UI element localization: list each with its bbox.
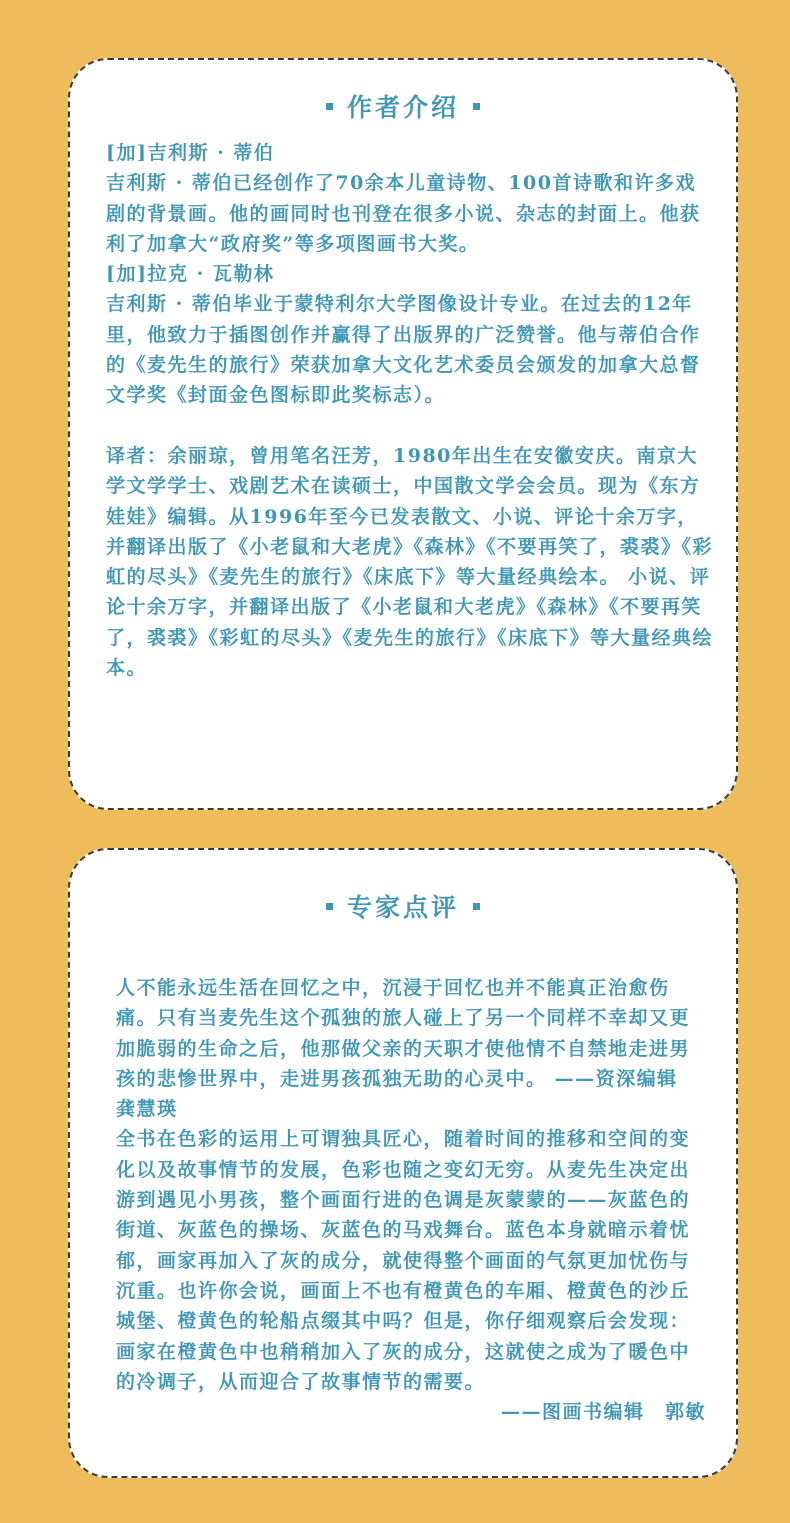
review-paragraph-1: 人不能永远生活在回忆之中，沉浸于回忆也并不能真正治愈伤痛。只有当麦先生这个孤独的旅人碰上了另一个同样不幸却又更加脆弱的生命之后，他那做父亲的天职才使他情不自禁地走进男孩的悲惨世界中，走进男孩孤独无助的心灵中。 ——资深编辑 龚慧瑛 xyxy=(116,977,699,1121)
author-intro-card xyxy=(68,58,738,810)
author-name: [加]拉克 · 瓦勒林 xyxy=(106,263,275,286)
title-dot-left xyxy=(326,103,333,110)
expert-review-heading xyxy=(70,888,736,924)
author-bio: 吉利斯 · 蒂伯毕业于蒙特利尔大学图像设计专业。在过去的12年里，他致力于插图创作并赢得了出版界的广泛赞誉。他与蒂伯合作的《麦先生的旅行》荣获加拿大文化艺术委员会颁发的加拿大总督文学奖《封面金色图标即此奖标志）。 xyxy=(106,293,701,407)
illustrator-name: [加]吉利斯 · 蒂伯 xyxy=(106,142,275,164)
expert-review-title: 专家点评 xyxy=(346,893,459,922)
expert-review-body xyxy=(116,973,706,1427)
title-dot-left xyxy=(326,903,333,910)
illustrator-bio: 吉利斯 · 蒂伯已经创作了70余本儿童诗物、100首诗歌和许多戏剧的背景画。他的画同时也刊登在很多小说、杂志的封面上。他获利了加拿大“政府奖”等多项图画书大奖。 xyxy=(106,172,701,255)
author-intro-heading xyxy=(70,88,736,124)
review-signature: ——图画书编辑 郭敏 xyxy=(500,1401,706,1424)
author-intro-body xyxy=(106,138,714,683)
review-paragraph-2: 全书在色彩的运用上可谓独具匠心，随着时间的推移和空间的变化以及故事情节的发展，色彩也随之变幻无穷。从麦先生决定出游到遇见小男孩，整个画面行进的色调是灰蒙蒙的——灰蓝色的街道、灰蓝色的操场、灰蓝色的马戏舞台。蓝色本身就暗示着忧郁，画家再加入了灰的成分，就使得整个画面的气氛更加忧伤与沉重。也许你会说，画面上不也有橙黄色的车厢、橙黄色的沙丘城堡、橙黄色的轮船点缀其中吗？但是，你仔细观察后会发现：画家在橙黄色中也稍稍加入了灰的成分，这就使之成为了暖色中的冷调子，从而迎合了故事情节的需要。 xyxy=(116,1128,691,1393)
title-dot-right xyxy=(473,103,480,110)
expert-review-card xyxy=(68,848,738,1478)
paragraph-spacer xyxy=(106,411,714,441)
author-intro-title: 作者介绍 xyxy=(346,93,459,122)
translator-bio: 译者：余丽琼，曾用笔名汪芳，1980年出生在安徽安庆。南京大学文学学士、戏剧艺术在读硕士，中国散文学会会员。现为《东方娃娃》编辑。从1996年至今已发表散文、小说、评论十余万字，并翻译出版了《小老鼠和大老虎》《森林》《不要再笑了，裘裘》《彩虹的尽头》《麦先生的旅行》《床底下》等大量经典绘本。 小说、评论十余万字，并翻译出版了《小老鼠和大老虎》《森林》《不要再笑了，裘裘》《彩虹的尽头》《麦先生的旅行》《床底下》等大量经典绘本。 xyxy=(106,444,714,680)
title-dot-right xyxy=(473,903,480,910)
